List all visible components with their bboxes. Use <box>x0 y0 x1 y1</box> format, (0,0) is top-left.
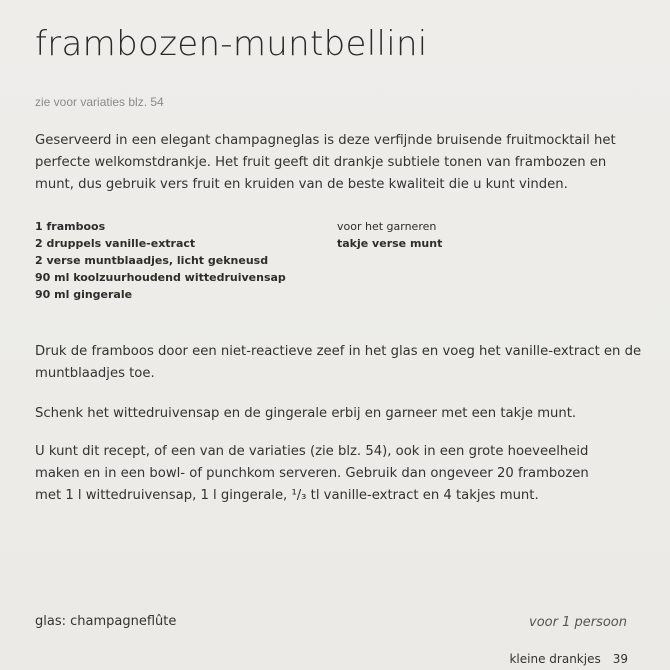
ingredient-item: 2 verse muntblaadjes, licht gekneusd <box>35 254 269 267</box>
method-step-1 <box>35 341 645 385</box>
serving-size: voor 1 persoon <box>529 615 627 630</box>
page-footer <box>509 652 628 666</box>
footer-section: kleine drankjes <box>509 652 601 666</box>
step-line: U kunt dit recept, of een van de variaties (zie blz. 54), ook in een grote hoeveelheid <box>35 444 589 459</box>
ingredient-item: 90 ml gingerale <box>35 288 133 301</box>
intro-line: perfecte welkomstdrankje. Het fruit geeft dit drankje subtiele tonen van frambozen en <box>35 155 607 170</box>
intro-line: Geserveerd in een elegant champagneglas is deze verfijnde bruisende fruitmocktail het <box>35 133 616 148</box>
step-line: muntblaadjes toe. <box>35 366 155 381</box>
recipe-title: frambozen-muntbellini <box>35 24 428 64</box>
garnish-block <box>337 218 442 252</box>
page-number: 39 <box>612 652 628 666</box>
step-line: maken en in een bowl- of punchkom serveren. Gebruik dan ongeveer 20 frambozen <box>35 466 589 481</box>
intro-line: munt, dus gebruik vers fruit en kruiden van de beste kwaliteit die u kunt vinden. <box>35 177 568 192</box>
method-step-2 <box>35 403 645 425</box>
ingredient-item: 90 ml koolzuurhoudend wittedruivensap <box>35 271 286 284</box>
intro-paragraph <box>35 130 635 196</box>
step-line: Druk de framboos door een niet-reactieve zeef in het glas en voeg het vanille-extract en de <box>35 344 642 359</box>
method-step-3 <box>35 441 645 507</box>
garnish-item: takje verse munt <box>337 237 443 250</box>
ingredient-item: 1 framboos <box>35 220 106 233</box>
variation-reference: zie voor variaties blz. 54 <box>35 95 164 109</box>
ingredient-list <box>35 218 286 303</box>
garnish-label: voor het garneren <box>337 220 437 233</box>
glass-type: glas: champagneflûte <box>35 614 177 629</box>
step-line: met 1 l wittedruivensap, 1 l gingerale, ¹/₃ tl vanille-extract en 4 takjes munt. <box>35 488 539 503</box>
step-line: Schenk het wittedruivensap en de gingerale erbij en garneer met een takje munt. <box>35 406 577 421</box>
ingredient-item: 2 druppels vanille-extract <box>35 237 196 250</box>
